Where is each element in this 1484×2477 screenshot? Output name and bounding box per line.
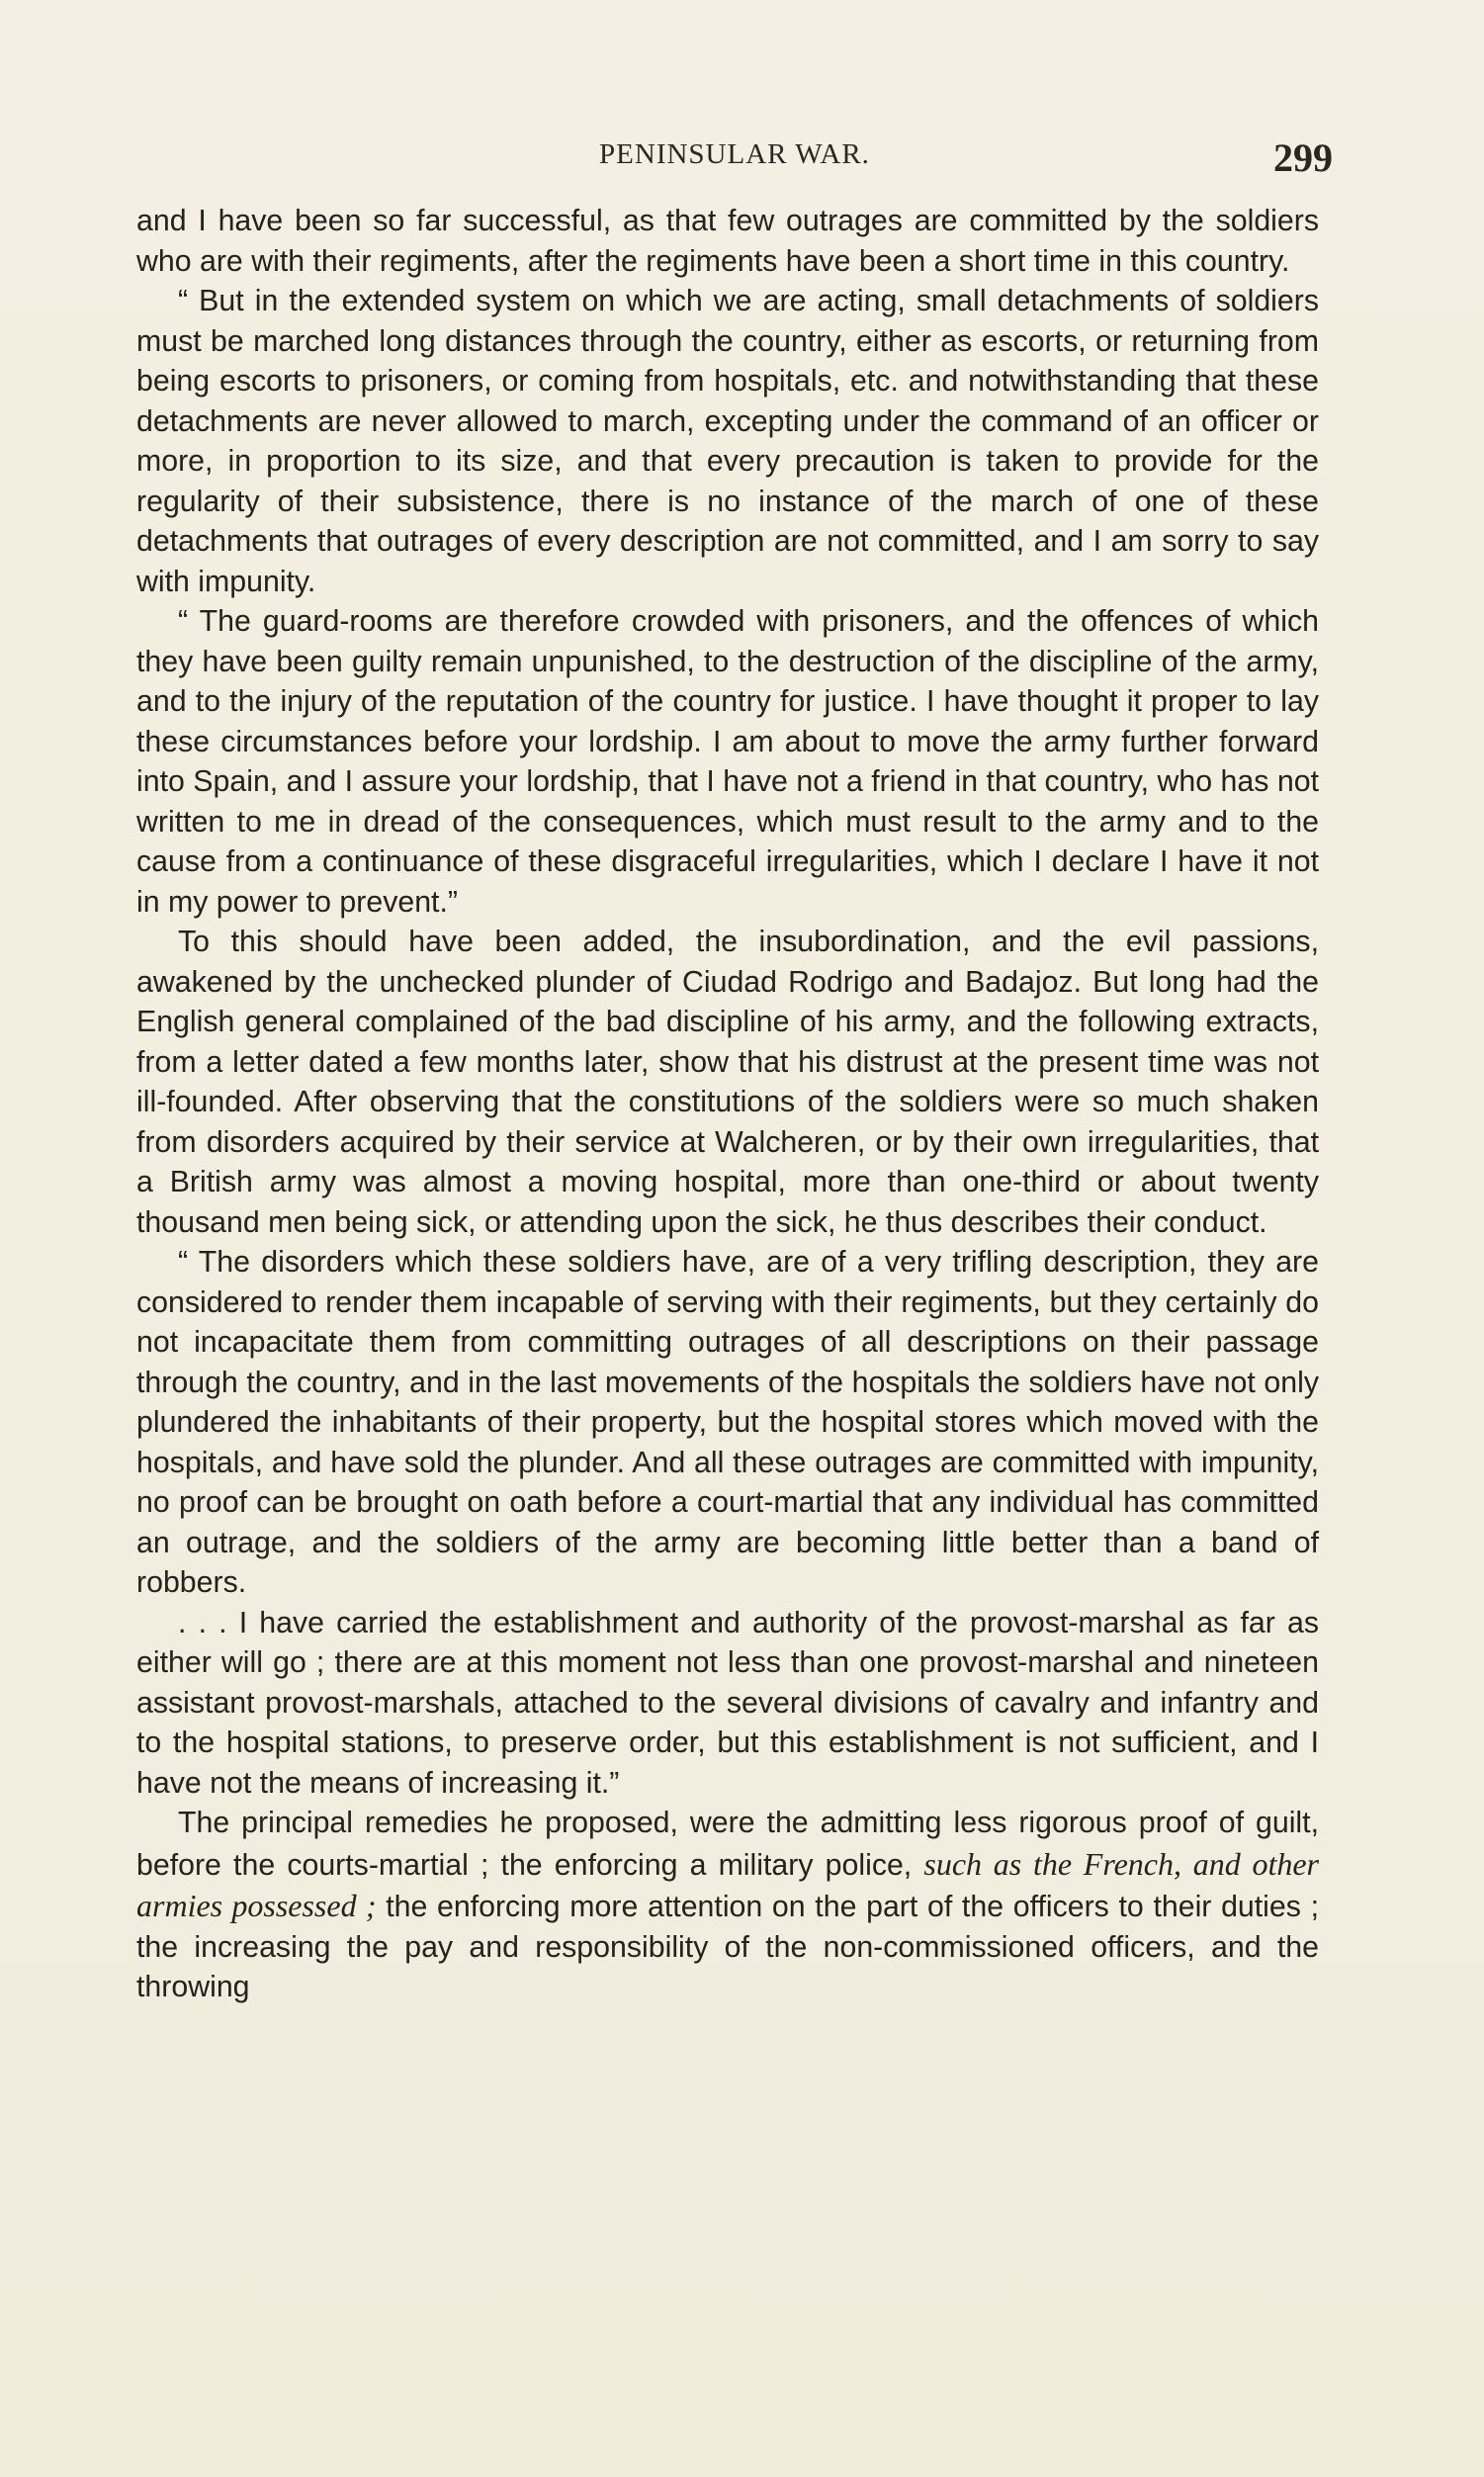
paragraph-2: “ But in the extended system on which we are acting, small detachments of soldiers must be marched long distances through the country, either as escorts, or returning from being escorts to prisoners, or coming from hospitals, etc. and notwithstanding that these detachments are never allowed to march, excepting under the command of an officer or more, in proportion to its size, and that every precaution is taken to provide for the regularity of their subsistence, there is no instance of the march of one of these detachments that outrages of every description are not committed, and I am sorry to say with impunity. bbox=[136, 285, 1319, 598]
paragraph-5: “ The disorders which these soldiers have, are of a very trifling description, they are considered to render them incapable of serving with their regiments, but they certainly do not incapacitate them from committing outrages of all descriptions on their passage through the country, and in the last movements of the hospitals the soldiers have not only plundered the inhabitants of their property, but the hospital stores which moved with the hospitals, and have sold the plunder. And all these outrages are committed with impunity, no proof can be brought on oath before a court-martial that any individual has committed an outrage, and the soldiers of the army are becoming little better than a band of robbers. bbox=[136, 1246, 1319, 1599]
page-header bbox=[136, 136, 1333, 186]
body-text bbox=[136, 202, 1319, 2008]
paragraph-1: and I have been so far successful, as that few outrages are committed by the soldiers who are with their regiments, after the regiments have been a short time in this country. bbox=[136, 205, 1319, 278]
paragraph-7-text-end: the enforcing more attention on the part of the officers to their duties ; the increasing the pay and responsibility of the non-commissioned officers, and the throwing bbox=[136, 1891, 1320, 2003]
paragraph-7-italic-phrase: such as the French, and other armies possessed ; bbox=[136, 1845, 1320, 1923]
paragraph-3: “ The guard-rooms are therefore crowded with prisoners, and the offences of which they have been guilty remain unpunished, to the destruction of the discipline of the army, and to the injury of the reputation of the country for justice. I have thought it proper to lay these circumstances before your lordship. I am about to move the army further forward into Spain, and I assure your lordship, that I have not a friend in that country, who has not written to me in dread of the consequences, which must result to the army and to the cause from a continuance of these disgraceful irregularities, which I declare I have it not in my power to prevent.” bbox=[136, 605, 1319, 919]
running-head: PENINSULAR WAR. bbox=[599, 138, 870, 170]
paragraph-6: . . . I have carried the establishment and authority of the provost-marshal as far as either will go ; there are at this moment not less than one provost-marshal and nineteen assistant provost-marshals, attached to the several divisions of cavalry and infantry and to the hospital stations, to preserve order, but this establishment is not sufficient, and I have not the means of increasing it.” bbox=[136, 1606, 1319, 1800]
page-number: 299 bbox=[1273, 135, 1333, 180]
paragraph-7 bbox=[136, 1804, 1319, 2008]
paragraph-7-text-start: The principal remedies he proposed, were the admitting less rigorous proof of guilt, before the courts-martial ; the enforcing a military police, bbox=[136, 1807, 1319, 1882]
paragraph-4: To this should have been added, the insubordination, and the evil passions, awakened by the unchecked plunder of Ciudad Rodrigo and Badajoz. But long had the English general complained of the bad discipline of his army, and the following extracts, from a letter dated a few months later, show that his distrust at the present time was not ill-founded. After observing that the constitutions of the soldiers were so much shaken from disorders acquired by their service at Walcheren, or by their own irregularities, that a British army was almost a moving hospital, more than one-third or about twenty thousand men being sick, or attending upon the sick, he thus describes their conduct. bbox=[136, 926, 1319, 1239]
